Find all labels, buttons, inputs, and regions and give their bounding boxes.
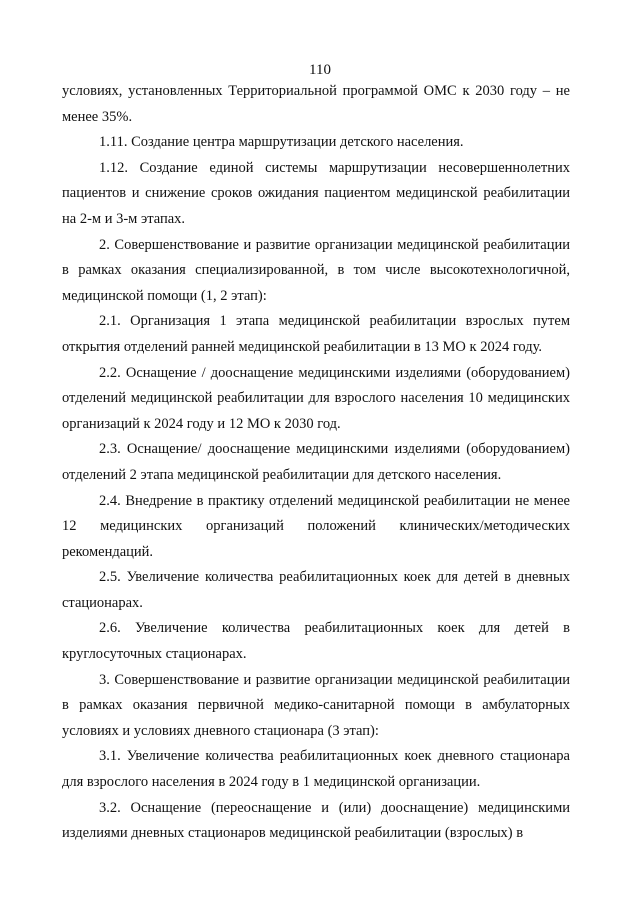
- paragraph-continuation: условиях, установленных Территориальной программой ОМС к 2030 году – не менее 35%.: [62, 83, 570, 125]
- document-body: [62, 79, 570, 847]
- paragraph-3: 3. Совершенствование и развитие организации медицинской реабилитации в рамках оказания первичной медико-санитарной помощи в амбулаторных условиях и условиях дневного стационара (3 этап):: [62, 671, 570, 739]
- paragraph-2: 2. Совершенствование и развитие организации медицинской реабилитации в рамках оказания специализированной, в том числе высокотехнологичной, медицинской помощи (1, 2 этап):: [62, 236, 570, 304]
- paragraph-2-3: 2.3. Оснащение/ дооснащение медицинскими изделиями (оборудованием) отделений 2 этапа медицинской реабилитации для детского населения.: [62, 441, 570, 483]
- paragraph-2-5: 2.5. Увеличение количества реабилитационных коек для детей в дневных стационарах.: [62, 569, 570, 611]
- paragraph-1-11: 1.11. Создание центра маршрутизации детского населения.: [99, 134, 464, 151]
- paragraph-1-12: 1.12. Создание единой системы маршрутизации несовершеннолетних пациентов и снижение сроков ожидания пациентом медицинской реабилитации на 2-м и 3-м этапах.: [62, 159, 570, 227]
- paragraph-2-4: 2.4. Внедрение в практику отделений медицинской реабилитации не менее 12 медицинских организаций положений клинических/методических рекомендаций.: [62, 492, 570, 560]
- paragraph-2-6: 2.6. Увеличение количества реабилитационных коек для детей в круглосуточных стационарах.: [62, 620, 570, 663]
- paragraph-3-1: 3.1. Увеличение количества реабилитационных коек дневного стационара для взрослого населения в 2024 году в 1 медицинской организации.: [62, 748, 570, 791]
- paragraph-2-2: 2.2. Оснащение / дооснащение медицинскими изделиями (оборудованием) отделений медицинской реабилитации для взрослого населения 10 медицинских организаций к 2024 году и 12 МО к 2030 год.: [62, 364, 570, 432]
- paragraph-2-1: 2.1. Организация 1 этапа медицинской реабилитации взрослых путем открытия отделений ранней медицинской реабилитации в 13 МО к 2024 году.: [62, 313, 570, 355]
- paragraph-3-2: 3.2. Оснащение (переоснащение и (или) дооснащение) медицинскими изделиями дневных стационаров медицинской реабилитации (взрослых) в: [62, 799, 570, 842]
- page-number: 110: [309, 62, 331, 78]
